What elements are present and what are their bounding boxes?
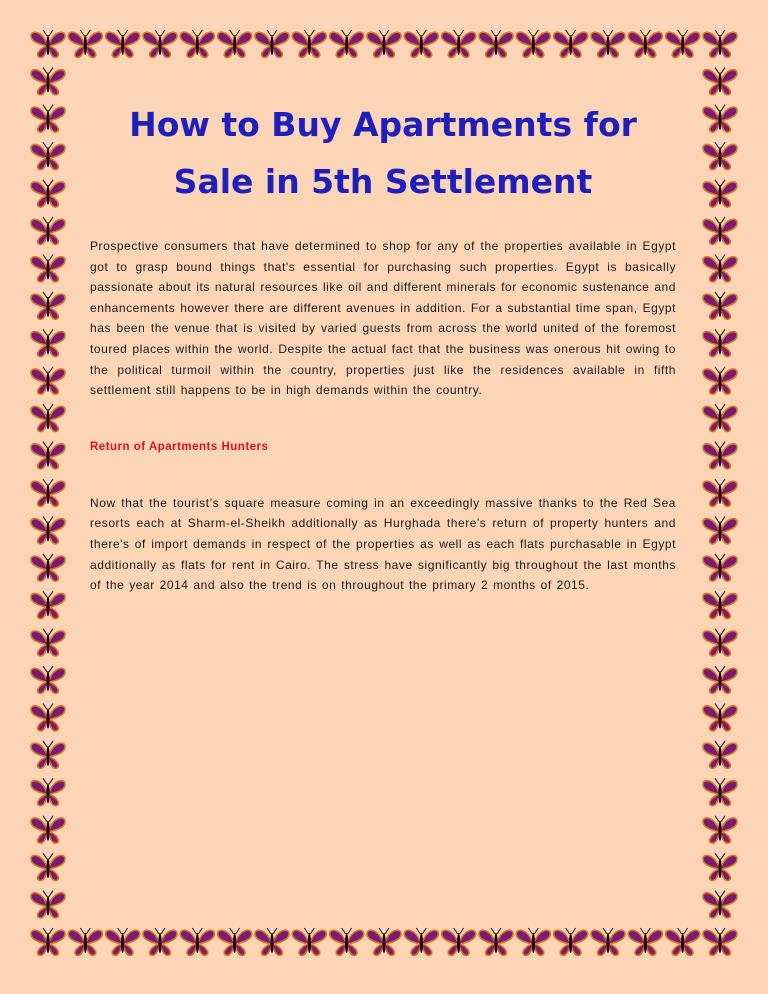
butterfly-icon xyxy=(703,180,737,207)
butterfly-icon xyxy=(516,30,550,57)
butterfly-icon xyxy=(180,928,214,955)
butterfly-icon xyxy=(180,30,214,57)
butterfly-icon xyxy=(143,928,177,955)
butterfly-icon xyxy=(31,704,65,731)
butterfly-icon xyxy=(31,105,65,132)
butterfly-icon xyxy=(31,666,65,693)
butterfly-icon xyxy=(31,67,65,94)
butterfly-icon xyxy=(703,329,737,356)
butterfly-icon xyxy=(404,30,438,57)
butterfly-icon xyxy=(68,928,102,955)
butterfly-icon xyxy=(31,142,65,169)
butterfly-icon xyxy=(703,516,737,543)
butterfly-icon xyxy=(666,928,700,955)
butterfly-icon xyxy=(31,778,65,805)
butterfly-icon xyxy=(703,292,737,319)
butterfly-icon xyxy=(703,741,737,768)
butterfly-icon xyxy=(292,30,326,57)
butterfly-icon xyxy=(31,367,65,394)
butterfly-icon xyxy=(31,928,65,955)
butterfly-icon xyxy=(703,591,737,618)
butterfly-icon xyxy=(666,30,700,57)
body-paragraph: Now that the tourist’s square measure coming in an exceedingly massive thanks to the Red Sea resorts each at Sharm-el-Sheikh additionally as Hurghada there's return of property hunters and there's of import demands in respect of the properties as well as each flats purchasable in Egypt additionally as flats for rent in Cairo. The stress have significantly big throughout the last months of the year 2014 and also the trend is on throughout the primary 2 months of 2015. xyxy=(90,495,676,593)
butterfly-icon xyxy=(31,554,65,581)
section-heading: Return of Apartments Hunters xyxy=(90,440,269,453)
intro-paragraph: Prospective consumers that have determined to shop for any of the properties available in Egypt got to grasp bound things that's essential for purchasing such properties. Egypt is basically passionate about its natural resources like oil and different minerals for economic sustenance and enhancements however there are different avenues in addition. For a substantial time span, Egypt has been the venue that is visited by varied guests from across the world united of the foremost toured places within the world. Despite the actual fact that the business was onerous hit owing to the political turmoil within the country, properties just like the residences available in fifth settlement still happens to be in high demands within the country. xyxy=(90,239,676,398)
butterfly-icon xyxy=(703,30,737,57)
butterfly-icon xyxy=(591,30,625,57)
butterfly-icon xyxy=(31,591,65,618)
butterfly-icon xyxy=(703,255,737,282)
butterfly-icon xyxy=(31,329,65,356)
butterfly-icon xyxy=(404,928,438,955)
butterfly-icon xyxy=(703,629,737,656)
butterfly-icon xyxy=(31,217,65,244)
butterfly-icon xyxy=(442,30,476,57)
butterfly-icon xyxy=(292,928,326,955)
butterfly-icon xyxy=(703,891,737,918)
butterfly-icon xyxy=(628,30,662,57)
butterfly-icon xyxy=(479,928,513,955)
butterfly-icon xyxy=(367,928,401,955)
butterfly-icon xyxy=(31,292,65,319)
butterfly-icon xyxy=(703,928,737,955)
butterfly-icon xyxy=(703,479,737,506)
butterfly-icon xyxy=(442,928,476,955)
butterfly-icon xyxy=(628,928,662,955)
butterfly-icon xyxy=(516,928,550,955)
butterfly-icon xyxy=(218,30,252,57)
butterfly-icon xyxy=(31,816,65,843)
butterfly-icon xyxy=(31,479,65,506)
document-title: How to Buy Apartments for Sale in 5th Settlement xyxy=(129,105,637,201)
butterfly-icon xyxy=(31,255,65,282)
butterfly-icon xyxy=(703,217,737,244)
butterfly-icon xyxy=(479,30,513,57)
butterfly-icon xyxy=(31,516,65,543)
butterfly-icon xyxy=(703,367,737,394)
butterfly-icon xyxy=(703,404,737,431)
butterfly-icon xyxy=(703,442,737,469)
butterfly-icon xyxy=(255,928,289,955)
butterfly-icon xyxy=(68,30,102,57)
butterfly-icon xyxy=(106,30,140,57)
butterfly-icon xyxy=(143,30,177,57)
document-body xyxy=(90,96,676,596)
butterfly-icon xyxy=(31,30,65,57)
butterfly-icon xyxy=(703,778,737,805)
butterfly-icon xyxy=(703,142,737,169)
butterfly-icon xyxy=(703,105,737,132)
butterfly-icon xyxy=(703,554,737,581)
butterfly-icon xyxy=(31,629,65,656)
butterfly-icon xyxy=(330,928,364,955)
butterfly-icon xyxy=(31,891,65,918)
butterfly-icon xyxy=(31,180,65,207)
butterfly-icon xyxy=(703,67,737,94)
butterfly-icon xyxy=(703,666,737,693)
butterfly-icon xyxy=(31,741,65,768)
butterfly-icon xyxy=(591,928,625,955)
butterfly-icon xyxy=(367,30,401,57)
butterfly-icon xyxy=(106,928,140,955)
butterfly-icon xyxy=(703,704,737,731)
butterfly-icon xyxy=(31,853,65,880)
butterfly-icon xyxy=(554,928,588,955)
butterfly-icon xyxy=(255,30,289,57)
butterfly-icon xyxy=(330,30,364,57)
butterfly-icon xyxy=(218,928,252,955)
butterfly-icon xyxy=(703,816,737,843)
butterfly-icon xyxy=(31,404,65,431)
butterfly-icon xyxy=(703,853,737,880)
butterfly-icon xyxy=(554,30,588,57)
butterfly-icon xyxy=(31,442,65,469)
